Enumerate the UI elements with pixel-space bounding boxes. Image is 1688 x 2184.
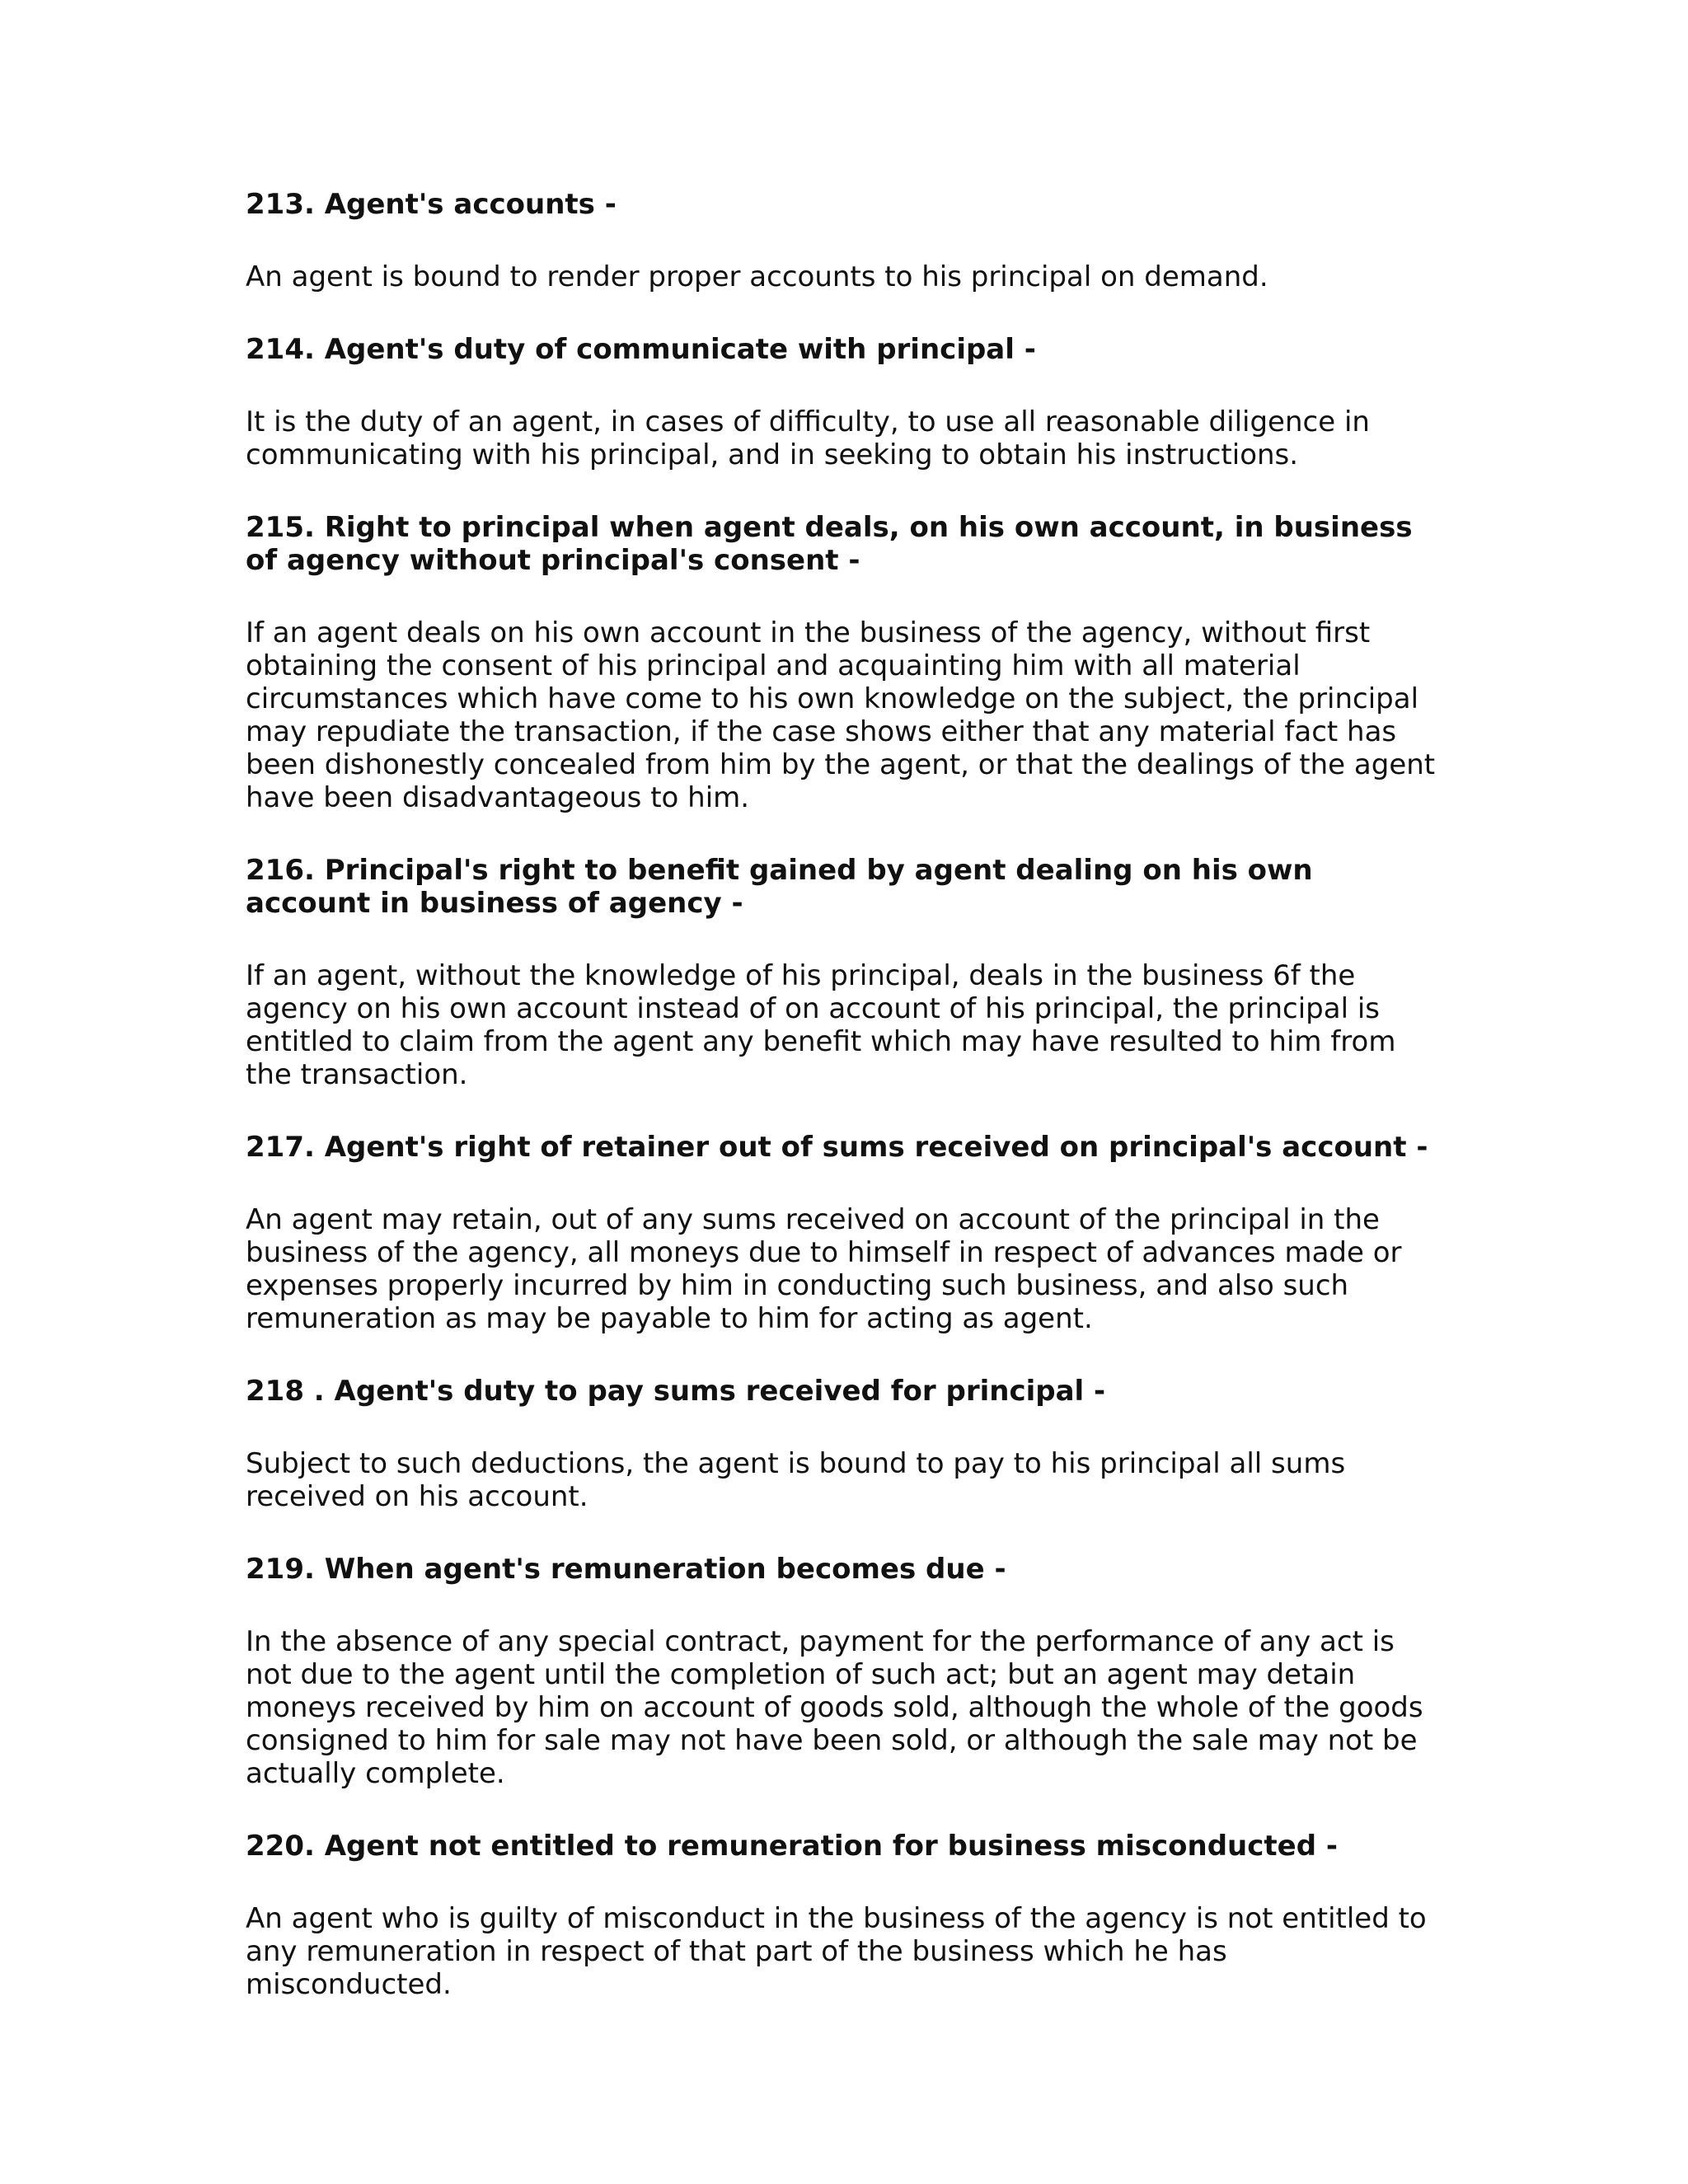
section-heading: 219. When agent's remuneration becomes due - bbox=[246, 1553, 1006, 1586]
section-heading: 217. Agent's right of retainer out of sums received on principal's account - bbox=[246, 1131, 1428, 1164]
section-214 bbox=[246, 333, 1441, 471]
section-heading: 215. Right to principal when agent deals, on his own account, in business of agency without principal's consent - bbox=[246, 511, 1413, 577]
section-body: An agent who is guilty of misconduct in the business of the agency is not entitled to any remuneration in respect of that part of the business which he has misconducted. bbox=[246, 1902, 1427, 2001]
section-body: If an agent deals on his own account in the business of the agency, without first obtaining the consent of his principal and acquainting him with all material circumstances which have come to his own knowledge on the subject, the principal may repudiate the transaction, if the case shows either that any material fact has been dishonestly concealed from him by the agent, or that the dealings of the agent have been disadvantageous to him. bbox=[246, 616, 1436, 814]
section-heading: 218 . Agent's duty to pay sums received for principal - bbox=[246, 1375, 1106, 1408]
section-213 bbox=[246, 188, 1441, 293]
section-body: It is the duty of an agent, in cases of difficulty, to use all reasonable diligence in communicating with his principal, and in seeking to obtain his instructions. bbox=[246, 405, 1370, 471]
section-220 bbox=[246, 1830, 1441, 2001]
section-body: Subject to such deductions, the agent is bound to pay to his principal all sums received on his account. bbox=[246, 1447, 1346, 1513]
section-215 bbox=[246, 511, 1441, 814]
section-heading: 213. Agent's accounts - bbox=[246, 188, 617, 221]
section-heading: 216. Principal's right to benefit gained by agent dealing on his own account in business of agency - bbox=[246, 854, 1313, 920]
document-page bbox=[246, 188, 1441, 2041]
section-218 bbox=[246, 1375, 1441, 1513]
section-heading: 220. Agent not entitled to remuneration for business misconducted - bbox=[246, 1830, 1338, 1863]
section-216 bbox=[246, 854, 1441, 1091]
section-219 bbox=[246, 1553, 1441, 1790]
section-heading: 214. Agent's duty of communicate with principal - bbox=[246, 333, 1036, 366]
section-body: An agent may retain, out of any sums received on account of the principal in the business of the agency, all moneys due to himself in respect of advances made or expenses properly incurred by him in conducting such business, and also such remuneration as may be payable to him for acting as agent. bbox=[246, 1203, 1402, 1335]
section-body: An agent is bound to render proper accounts to his principal on demand. bbox=[246, 260, 1268, 293]
section-body: If an agent, without the knowledge of his principal, deals in the business 6f the agency on his own account instead of on account of his principal, the principal is entitled to claim from the agent any benefit which may have resulted to him from the transaction. bbox=[246, 959, 1396, 1091]
section-217 bbox=[246, 1131, 1441, 1335]
section-body: In the absence of any special contract, payment for the performance of any act is not due to the agent until the completion of such act; but an agent may detain moneys received by him on account of goods sold, although the whole of the goods consigned to him for sale may not have been sold, or although the sale may not be actually complete. bbox=[246, 1625, 1423, 1790]
